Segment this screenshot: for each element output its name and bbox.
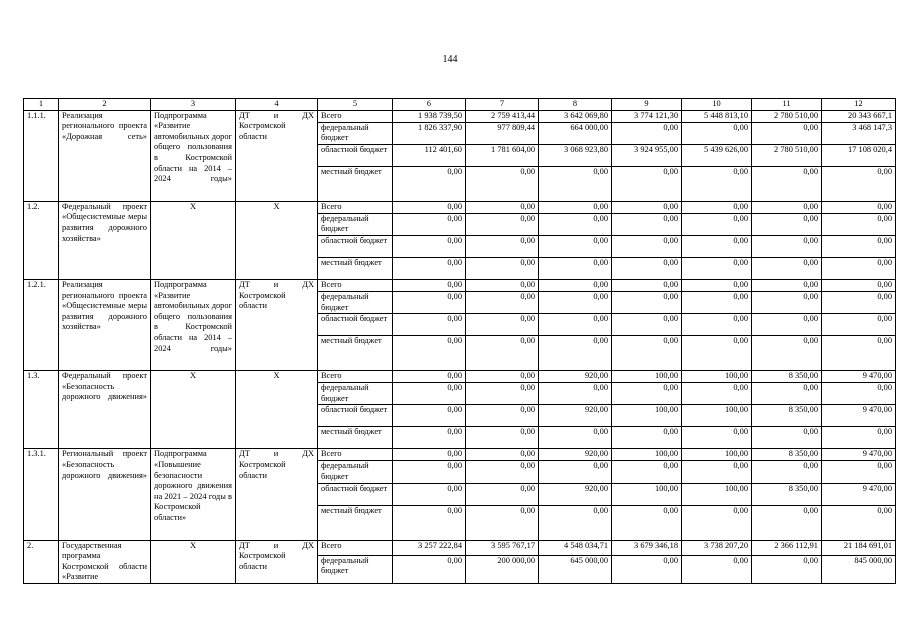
amount-cell: 8 350,00: [752, 371, 822, 383]
funding-source: Всего: [318, 540, 393, 555]
amount-cell: 3 068 923,80: [539, 144, 612, 166]
amount-cell: 0,00: [682, 201, 752, 213]
amount-cell: 0,00: [682, 427, 752, 449]
table-row: [24, 449, 896, 461]
executor-name: Х: [236, 201, 318, 279]
row-name: Государственная программа Костромской области «Развитие: [59, 540, 151, 583]
funding-source: Всего: [318, 279, 393, 291]
amount-cell: 0,00: [393, 555, 466, 583]
amount-cell: 0,00: [539, 235, 612, 257]
amount-cell: 0,00: [539, 383, 612, 405]
program-name: Х: [151, 201, 236, 279]
program-name: Х: [151, 540, 236, 583]
amount-cell: 920,00: [539, 449, 612, 461]
funding-source: местный бюджет: [318, 166, 393, 201]
column-number-header: 6: [393, 99, 466, 111]
funding-source: Всего: [318, 201, 393, 213]
amount-cell: 8 350,00: [752, 449, 822, 461]
funding-source: областной бюджет: [318, 144, 393, 166]
amount-cell: 100,00: [682, 371, 752, 383]
amount-cell: 200 000,00: [466, 555, 539, 583]
amount-cell: 0,00: [612, 291, 682, 313]
column-number-header: 10: [682, 99, 752, 111]
amount-cell: 0,00: [752, 336, 822, 371]
amount-cell: 2 780 510,00: [752, 110, 822, 122]
executor-name: ДТ и ДХ Костромской области: [236, 449, 318, 540]
funding-source: федеральный бюджет: [318, 461, 393, 483]
amount-cell: 2 780 510,00: [752, 144, 822, 166]
funding-source: Всего: [318, 371, 393, 383]
amount-cell: 0,00: [682, 235, 752, 257]
amount-cell: 0,00: [752, 213, 822, 235]
amount-cell: 0,00: [393, 449, 466, 461]
table-row: [24, 110, 896, 122]
row-code: 1.3.: [24, 371, 59, 449]
amount-cell: 0,00: [752, 314, 822, 336]
program-name: Подпрограмма «Развитие автомобильных дорог общего пользования в Костромской области на 2014 – 2024 годы»: [151, 110, 236, 201]
amount-cell: 0,00: [393, 279, 466, 291]
row-code: 1.1.1.: [24, 110, 59, 201]
executor-name: ДТ и ДХ Костромской области: [236, 540, 318, 583]
table-row: [24, 201, 896, 213]
amount-cell: 9 470,00: [822, 405, 896, 427]
amount-cell: 0,00: [612, 122, 682, 144]
amount-cell: 0,00: [612, 201, 682, 213]
amount-cell: 0,00: [393, 314, 466, 336]
executor-name: ДТ и ДХ Костромской области: [236, 110, 318, 201]
amount-cell: 0,00: [539, 291, 612, 313]
amount-cell: 0,00: [393, 257, 466, 279]
amount-cell: 0,00: [393, 427, 466, 449]
amount-cell: 0,00: [393, 461, 466, 483]
amount-cell: 0,00: [822, 257, 896, 279]
amount-cell: 112 401,60: [393, 144, 466, 166]
amount-cell: 0,00: [682, 555, 752, 583]
program-name: Подпрограмма «Развитие автомобильных дорог общего пользования в Костромской области на 2014 – 2024 годы»: [151, 279, 236, 370]
amount-cell: 4 548 034,71: [539, 540, 612, 555]
column-number-header: 8: [539, 99, 612, 111]
amount-cell: 0,00: [539, 461, 612, 483]
row-name: Реализация регионального проекта «Общесистемные меры развития дорожного хозяйства»: [59, 279, 151, 370]
amount-cell: 9 470,00: [822, 483, 896, 505]
column-number-header: 7: [466, 99, 539, 111]
column-number-header: 12: [822, 99, 896, 111]
amount-cell: 0,00: [612, 336, 682, 371]
funding-source: федеральный бюджет: [318, 555, 393, 583]
amount-cell: 0,00: [822, 461, 896, 483]
amount-cell: 0,00: [752, 383, 822, 405]
amount-cell: 0,00: [682, 213, 752, 235]
amount-cell: 0,00: [466, 461, 539, 483]
amount-cell: 0,00: [393, 483, 466, 505]
amount-cell: 645 000,00: [539, 555, 612, 583]
amount-cell: 920,00: [539, 371, 612, 383]
amount-cell: 0,00: [466, 449, 539, 461]
amount-cell: 0,00: [466, 291, 539, 313]
amount-cell: 5 439 626,00: [682, 144, 752, 166]
amount-cell: 920,00: [539, 405, 612, 427]
funding-source: федеральный бюджет: [318, 291, 393, 313]
amount-cell: 0,00: [466, 383, 539, 405]
amount-cell: 0,00: [466, 314, 539, 336]
funding-source: местный бюджет: [318, 336, 393, 371]
funding-source: федеральный бюджет: [318, 383, 393, 405]
amount-cell: 0,00: [682, 291, 752, 313]
amount-cell: 0,00: [612, 213, 682, 235]
amount-cell: 0,00: [466, 371, 539, 383]
amount-cell: 0,00: [393, 383, 466, 405]
amount-cell: 0,00: [752, 235, 822, 257]
amount-cell: 100,00: [612, 483, 682, 505]
amount-cell: 0,00: [466, 201, 539, 213]
amount-cell: 3 679 346,18: [612, 540, 682, 555]
amount-cell: 0,00: [822, 279, 896, 291]
budget-table: [23, 98, 896, 584]
amount-cell: 920,00: [539, 483, 612, 505]
amount-cell: 0,00: [612, 166, 682, 201]
row-name: Реализация регионального проекта «Дорожная сеть»: [59, 110, 151, 201]
amount-cell: 0,00: [682, 505, 752, 540]
amount-cell: 0,00: [539, 279, 612, 291]
amount-cell: 3 738 207,20: [682, 540, 752, 555]
amount-cell: 2 366 112,91: [752, 540, 822, 555]
funding-source: областной бюджет: [318, 405, 393, 427]
amount-cell: 1 938 739,50: [393, 110, 466, 122]
amount-cell: 0,00: [539, 257, 612, 279]
amount-cell: 100,00: [682, 405, 752, 427]
amount-cell: 0,00: [612, 427, 682, 449]
amount-cell: 0,00: [393, 336, 466, 371]
amount-cell: 1 826 337,90: [393, 122, 466, 144]
amount-cell: 0,00: [612, 555, 682, 583]
amount-cell: 3 257 222,84: [393, 540, 466, 555]
amount-cell: 0,00: [752, 279, 822, 291]
amount-cell: 0,00: [822, 314, 896, 336]
amount-cell: 0,00: [539, 427, 612, 449]
amount-cell: 0,00: [466, 505, 539, 540]
row-code: 1.3.1.: [24, 449, 59, 540]
amount-cell: 0,00: [393, 213, 466, 235]
executor-name: ДТ и ДХ Костромской области: [236, 279, 318, 370]
amount-cell: 0,00: [822, 336, 896, 371]
funding-source: областной бюджет: [318, 483, 393, 505]
amount-cell: 0,00: [822, 291, 896, 313]
amount-cell: 0,00: [752, 201, 822, 213]
amount-cell: 0,00: [466, 257, 539, 279]
amount-cell: 9 470,00: [822, 371, 896, 383]
funding-source: федеральный бюджет: [318, 213, 393, 235]
amount-cell: 0,00: [752, 257, 822, 279]
amount-cell: 9 470,00: [822, 449, 896, 461]
program-name: Х: [151, 371, 236, 449]
amount-cell: 0,00: [466, 235, 539, 257]
amount-cell: 0,00: [466, 483, 539, 505]
amount-cell: 100,00: [612, 449, 682, 461]
program-name: Подпрограмма «Повышение безопасности дорожного движения на 2021 – 2024 годы в Костромской области»: [151, 449, 236, 540]
row-code: 1.2.1.: [24, 279, 59, 370]
funding-source: местный бюджет: [318, 505, 393, 540]
amount-cell: 0,00: [682, 166, 752, 201]
amount-cell: 3 468 147,3: [822, 122, 896, 144]
amount-cell: 845 000,00: [822, 555, 896, 583]
funding-source: местный бюджет: [318, 427, 393, 449]
amount-cell: 0,00: [466, 166, 539, 201]
column-number-header: 5: [318, 99, 393, 111]
amount-cell: 100,00: [612, 405, 682, 427]
amount-cell: 8 350,00: [752, 483, 822, 505]
amount-cell: 0,00: [612, 383, 682, 405]
amount-cell: 0,00: [822, 505, 896, 540]
amount-cell: 0,00: [822, 166, 896, 201]
funding-source: областной бюджет: [318, 314, 393, 336]
row-name: Федеральный проект «Безопасность дорожного движения»: [59, 371, 151, 449]
column-number-header: 3: [151, 99, 236, 111]
amount-cell: 0,00: [393, 505, 466, 540]
row-name: Региональный проект «Безопасность дорожного движения»: [59, 449, 151, 540]
column-number-header: 9: [612, 99, 682, 111]
amount-cell: 3 642 069,80: [539, 110, 612, 122]
amount-cell: 0,00: [682, 122, 752, 144]
amount-cell: 0,00: [682, 336, 752, 371]
amount-cell: 0,00: [539, 314, 612, 336]
amount-cell: 0,00: [539, 505, 612, 540]
amount-cell: 0,00: [539, 213, 612, 235]
amount-cell: 0,00: [466, 405, 539, 427]
amount-cell: 0,00: [752, 122, 822, 144]
amount-cell: 0,00: [682, 279, 752, 291]
amount-cell: 5 448 813,10: [682, 110, 752, 122]
amount-cell: 0,00: [393, 201, 466, 213]
amount-cell: 0,00: [822, 235, 896, 257]
page-number: 144: [442, 54, 458, 65]
amount-cell: 21 184 691,01: [822, 540, 896, 555]
amount-cell: 3 924 955,00: [612, 144, 682, 166]
amount-cell: 2 759 413,44: [466, 110, 539, 122]
amount-cell: 0,00: [752, 427, 822, 449]
amount-cell: 0,00: [539, 201, 612, 213]
amount-cell: 0,00: [393, 166, 466, 201]
amount-cell: 0,00: [466, 213, 539, 235]
amount-cell: 0,00: [752, 291, 822, 313]
amount-cell: 0,00: [612, 505, 682, 540]
table-row: [24, 279, 896, 291]
row-code: 2.: [24, 540, 59, 583]
column-number-header: 11: [752, 99, 822, 111]
funding-source: областной бюджет: [318, 235, 393, 257]
amount-cell: 0,00: [752, 166, 822, 201]
table-header-row: [24, 99, 896, 111]
amount-cell: 0,00: [612, 279, 682, 291]
amount-cell: 0,00: [539, 336, 612, 371]
amount-cell: 0,00: [612, 461, 682, 483]
amount-cell: 0,00: [752, 461, 822, 483]
row-code: 1.2.: [24, 201, 59, 279]
amount-cell: 100,00: [612, 371, 682, 383]
amount-cell: 3 774 121,30: [612, 110, 682, 122]
amount-cell: 0,00: [393, 235, 466, 257]
funding-source: местный бюджет: [318, 257, 393, 279]
amount-cell: 0,00: [393, 291, 466, 313]
amount-cell: 0,00: [682, 461, 752, 483]
amount-cell: 0,00: [466, 279, 539, 291]
funding-source: Всего: [318, 110, 393, 122]
amount-cell: 0,00: [539, 166, 612, 201]
amount-cell: 0,00: [612, 257, 682, 279]
amount-cell: 100,00: [682, 449, 752, 461]
funding-source: Всего: [318, 449, 393, 461]
executor-name: Х: [236, 371, 318, 449]
amount-cell: 1 781 604,00: [466, 144, 539, 166]
amount-cell: 0,00: [752, 555, 822, 583]
amount-cell: 0,00: [393, 371, 466, 383]
amount-cell: 20 343 667,1: [822, 110, 896, 122]
amount-cell: 0,00: [822, 201, 896, 213]
amount-cell: 977 809,44: [466, 122, 539, 144]
table-row: [24, 371, 896, 383]
amount-cell: 0,00: [822, 383, 896, 405]
amount-cell: 17 108 020,4: [822, 144, 896, 166]
amount-cell: 8 350,00: [752, 405, 822, 427]
amount-cell: 100,00: [682, 483, 752, 505]
amount-cell: 0,00: [612, 314, 682, 336]
amount-cell: 0,00: [752, 505, 822, 540]
amount-cell: 0,00: [682, 383, 752, 405]
column-number-header: 4: [236, 99, 318, 111]
amount-cell: 664 000,00: [539, 122, 612, 144]
column-number-header: 1: [24, 99, 59, 111]
amount-cell: 0,00: [682, 257, 752, 279]
amount-cell: 0,00: [466, 427, 539, 449]
table-row: [24, 540, 896, 555]
amount-cell: 0,00: [822, 427, 896, 449]
row-name: Федеральный проект «Общесистемные меры развития дорожного хозяйства»: [59, 201, 151, 279]
column-number-header: 2: [59, 99, 151, 111]
amount-cell: 0,00: [682, 314, 752, 336]
funding-source: федеральный бюджет: [318, 122, 393, 144]
amount-cell: 3 595 767,17: [466, 540, 539, 555]
amount-cell: 0,00: [612, 235, 682, 257]
amount-cell: 0,00: [393, 405, 466, 427]
amount-cell: 0,00: [822, 213, 896, 235]
amount-cell: 0,00: [466, 336, 539, 371]
